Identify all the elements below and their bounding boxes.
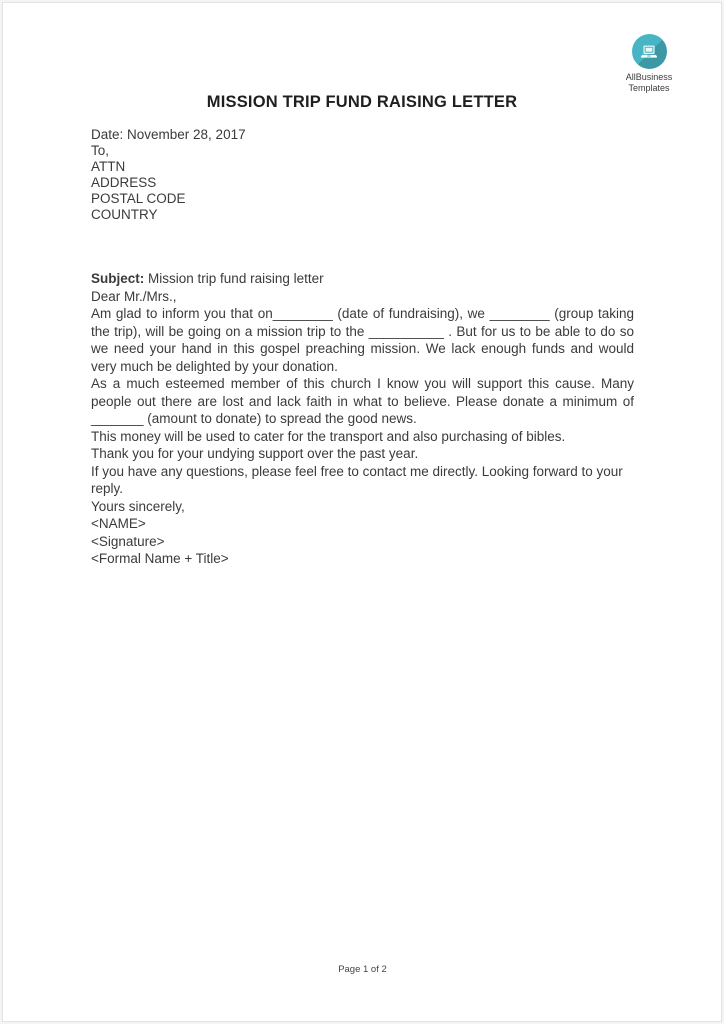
signature-name-placeholder: <NAME> [91,516,146,531]
brand-logo [611,34,687,93]
body-paragraph-1: Am glad to inform you that on________ (date of fundraising), we ________ (group taking the trip), will be going on a mission trip to the __________ . But for us to be able to do so we need your hand in this gospel preaching mission. We lack enough funds and would very much be delighted by your donation. [91,306,634,374]
closing-line: Yours sincerely, [91,498,185,514]
page-number: Page 1 of 2 [338,964,387,975]
signature-formal-placeholder: <Formal Name + Title> [91,551,229,566]
salutation: Dear Mr./Mrs., [91,288,177,304]
signature-placeholder: <Signature> [91,533,165,549]
recipient-line-to: To, [91,143,110,158]
recipient-block [91,143,634,223]
subject-line [91,270,634,288]
letter-body [91,127,634,568]
brand-name-line2: Templates [628,82,670,93]
recipient-line-attn: ATTN [91,159,126,174]
body-paragraph-4: Thank you for your undying support over the past year. [91,446,419,461]
body-paragraph-2: As a much esteemed member of this church I know you will support this cause. Many people out there are lost and lack faith in what to believe. Please donate a minimum of _______ (amount to donate) to spread the good news. [91,376,634,426]
date-line: Date: November 28, 2017 [91,127,246,142]
recipient-line-postal-code: POSTAL CODE [91,191,186,206]
recipient-line-country: COUNTRY [91,207,158,222]
brand-name-line1: AllBusiness [625,72,673,82]
document-page [2,2,722,1022]
brand-name [611,72,687,93]
laptop-icon [632,34,667,69]
subject-text: Mission trip fund raising letter [148,271,324,286]
subject-label: Subject: [91,271,145,286]
letter-title: MISSION TRIP FUND RAISING LETTER [206,93,518,111]
body-paragraph-5: If you have any questions, please feel free to contact me directly. Looking forward to your reply. [91,463,623,496]
body-paragraph-3: This money will be used to cater for the transport and also purchasing of bibles. [91,428,566,444]
recipient-line-address: ADDRESS [91,175,157,190]
